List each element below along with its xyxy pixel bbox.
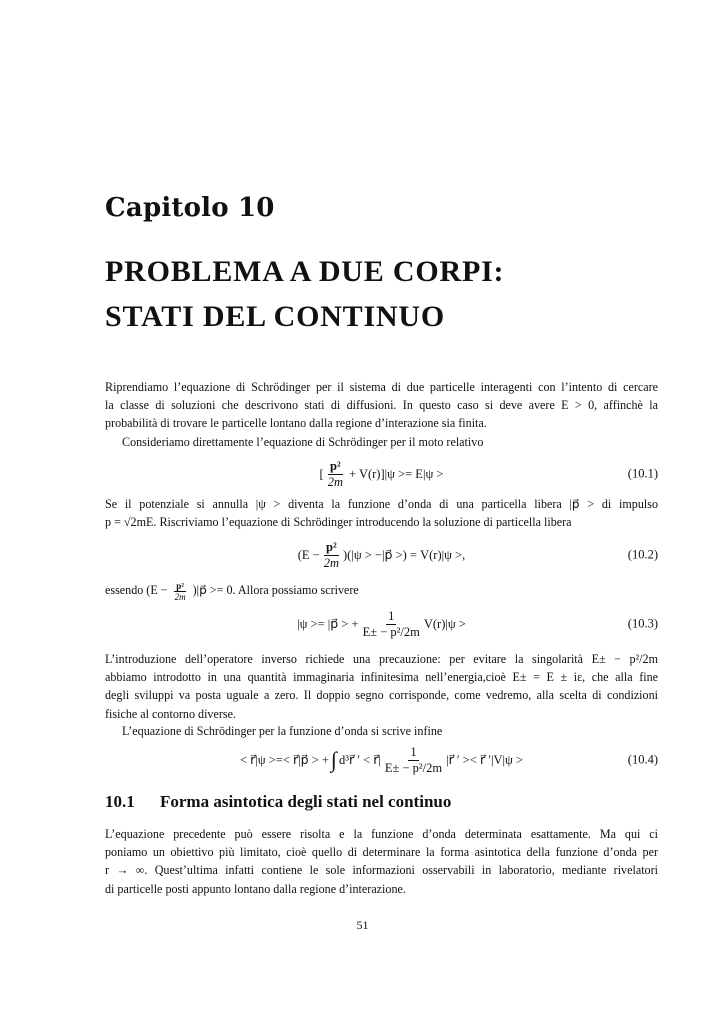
eq-pre: (E − (297, 547, 320, 562)
premise-paragraph (105, 581, 658, 602)
chapter-heading: Capitolo 10 (105, 193, 275, 223)
equation-10-2 (105, 537, 658, 573)
equation-number: (10.3) (627, 616, 658, 631)
section-title: Forma asintotica degli stati nel continuo (160, 792, 452, 811)
relative-motion-paragraph (105, 433, 658, 451)
eq-pre: < r⃗|ψ >=< r⃗|p⃗ > + (239, 753, 329, 767)
equation-number: (10.1) (627, 466, 658, 481)
free-particle-paragraph (105, 495, 658, 531)
eq-fraction (322, 540, 341, 571)
equation-10-1 (105, 456, 658, 492)
page-number: 51 (356, 918, 369, 932)
text-line: abbiamo introdotto in una quantità immaginaria infinitesima nell’energia,cioè E± = E ± iε, che alla fine (105, 670, 658, 685)
eq-denominator: E± − p²/2m (384, 760, 443, 775)
chapter-title-line-2: STATI DEL CONTINUO (105, 300, 446, 333)
text-line: L’equazione precedente può essere risolta e la funzione d’onda determinata esattamente. Ma qui ci (105, 827, 658, 841)
intro-paragraph (105, 378, 658, 433)
eq-numerator: p² (326, 539, 337, 554)
inline-numerator: p² (176, 581, 184, 591)
eq-rest: + V(r)]|ψ >= E|ψ > (349, 466, 444, 481)
equation-10-3 (105, 606, 658, 642)
text-fragment: essendo (E − (105, 583, 168, 598)
eq-bracket: [ (319, 466, 324, 481)
eq-fraction (361, 609, 422, 640)
eq-pre: |ψ >= |p⃗ > + (297, 617, 359, 631)
eq-numerator: p² (330, 458, 341, 473)
eq-denominator: 2m (327, 474, 343, 489)
eq-denominator: E± − p²/2m (362, 624, 420, 639)
eq-post: )(|ψ > −|p⃗ >) = V(r)|ψ >, (343, 548, 466, 562)
inline-fraction (173, 581, 188, 602)
equation-number: (10.4) (627, 752, 658, 767)
chapter-title-line-1: PROBLEMA A DUE CORPI: (105, 255, 505, 288)
eq-denominator: 2m (323, 555, 340, 570)
eq-fraction (383, 745, 444, 776)
operator-paragraph (105, 650, 658, 723)
text-line: degli sviluppi va posta uguale a zero. Il doppio segno corrisponde, come vedremo, alla scelta di condizioni (105, 688, 658, 703)
eq-post: V(r)|ψ > (423, 616, 466, 631)
text-line: L’equazione di Schrödinger per la funzione d’onda si scrive infine (122, 724, 443, 738)
eq-numerator: 1 (410, 744, 417, 759)
text-line: r → ∞. Quest’ultima infatti contiene le sole informazioni osservabili in laboratorio, mediante rivelatori (105, 863, 658, 878)
text-line: probabilità di trovare le particelle lontano dalla regione d’interazione sia finita. (105, 416, 487, 431)
eq-post: |r⃗ ′ >< r⃗ ′|V|ψ > (446, 753, 524, 767)
text-line: L’introduzione dell’operatore inverso richiede una precauzione: per evitare la singolarità E± − p²/2m (105, 652, 658, 666)
integral-sign: ∫ (330, 747, 337, 772)
text-line: poniamo un obiettivo più limitato, cioè quello di determinare la forma asintotica della funzione d’onda per (105, 845, 658, 860)
text-line: Riprendiamo l’equazione di Schrödinger per il sistema di due particelle interagenti con l’intento di cercare (105, 380, 658, 394)
equation-number: (10.2) (627, 547, 658, 562)
asymptotic-paragraph (105, 825, 658, 898)
eq-fraction (326, 459, 345, 490)
eq-numerator: 1 (388, 608, 395, 623)
text-line: p = √2mE. Riscriviamo l’equazione di Schrödinger introducendo la soluzione di particella libera (105, 515, 572, 530)
inline-denominator: 2m (174, 592, 186, 602)
section-number: 10.1 (105, 792, 135, 811)
eq-mid: d³r⃗ ′ < r⃗| (338, 753, 381, 767)
equation-10-4 (105, 742, 658, 778)
text-line: Consideriamo direttamente l’equazione di Schrödinger per il moto relativo (122, 435, 484, 449)
text-line: fisiche al contorno diverse. (105, 706, 236, 721)
text-line: Se il potenziale si annulla |ψ > diventa la funzione d’onda di una particella libera |p⃗ > di impulso (105, 497, 658, 511)
text-line: la classe di soluzioni che descrivono stati di diffusioni. In questo caso si deve avere E > 0, affinchè la (105, 398, 658, 413)
section-heading (105, 792, 451, 812)
text-line: di particelle posti appunto lontano dalla regione d’interazione. (105, 881, 406, 896)
text-fragment: )|p⃗ >= 0. Allora possiamo scrivere (192, 583, 359, 598)
wavefunction-paragraph (105, 722, 658, 740)
